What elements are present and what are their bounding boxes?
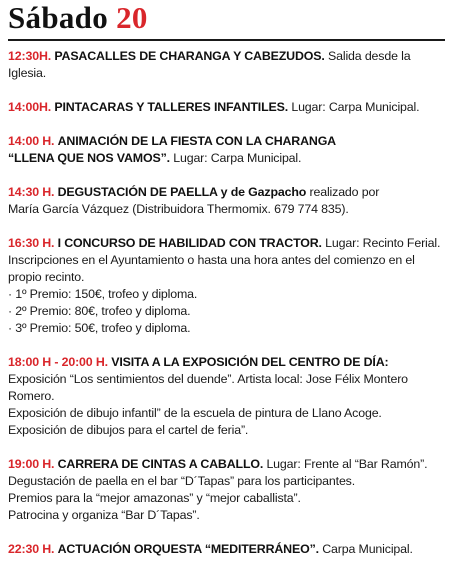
event-detail: Lugar: Carpa Municipal. xyxy=(291,100,420,114)
event-item xyxy=(8,99,448,116)
event-detail: Salida desde la Iglesia. xyxy=(8,49,411,80)
event-item xyxy=(8,184,448,218)
event-detail: Carpa Municipal. xyxy=(322,542,413,556)
prize-item: · 2º Premio: 80€, trofeo y diploma. xyxy=(8,304,191,318)
event-item xyxy=(8,133,448,167)
day-title xyxy=(8,0,148,36)
event-time: 19:00 H. xyxy=(8,457,55,471)
event-detail: Lugar: Carpa Municipal. xyxy=(173,151,302,165)
event-title: PASACALLES DE CHARANGA Y CABEZUDOS. xyxy=(54,49,325,63)
event-title: ANIMACIÓN DE LA FIESTA CON LA CHARANGA xyxy=(57,134,336,148)
event-line: Exposición de dibujo infantil” de la escuela de pintura de Llano Acoge. xyxy=(8,406,382,420)
event-detail-line2: María García Vázquez (Distribuidora Thermomix. 679 774 835). xyxy=(8,202,349,216)
event-item xyxy=(8,541,448,558)
event-time: 18:00 H - 20:00 H. xyxy=(8,355,108,369)
event-line: Inscripciones en el Ayuntamiento o hasta una hora antes del comienzo en el xyxy=(8,253,415,267)
event-line: Degustación de paella en el bar “D´Tapas” para los participantes. xyxy=(8,474,356,488)
event-time: 14:00 H. xyxy=(8,134,55,148)
event-item xyxy=(8,48,448,82)
event-time: 22:30 H. xyxy=(8,542,55,556)
event-detail: realizado por xyxy=(309,185,380,199)
event-item xyxy=(8,354,448,439)
event-title: ACTUACIÓN ORQUESTA “MEDITERRÁNEO”. xyxy=(57,542,319,556)
event-item xyxy=(8,456,448,524)
event-time: 12:30H. xyxy=(8,49,52,63)
event-title: VISITA A LA EXPOSICIÓN DEL CENTRO DE DÍA: xyxy=(111,355,389,369)
event-title: DEGUSTACIÓN DE PAELLA y de Gazpacho xyxy=(57,185,307,199)
day-name: Sábado xyxy=(8,0,109,35)
title-divider xyxy=(8,39,445,41)
event-line: Patrocina y organiza “Bar D´Tapas”. xyxy=(8,508,200,522)
event-line: Exposición “Los sentimientos del duende”. Artista local: Jose Félix Montero Romero. xyxy=(8,372,408,403)
event-detail: Lugar: Frente al “Bar Ramón”. xyxy=(266,457,428,471)
event-time: 14:00H. xyxy=(8,100,52,114)
event-title: PINTACARAS Y TALLERES INFANTILES. xyxy=(54,100,289,114)
event-line: Premios para la “mejor amazonas” y “mejor caballista”. xyxy=(8,491,301,505)
event-title-line2: “LLENA QUE NOS VAMOS”. xyxy=(8,151,170,165)
prize-item: · 3º Premio: 50€, trofeo y diploma. xyxy=(8,321,191,335)
event-title: CARRERA DE CINTAS A CABALLO. xyxy=(57,457,264,471)
event-title: I CONCURSO DE HABILIDAD CON TRACTOR. xyxy=(57,236,322,250)
day-number: 20 xyxy=(116,0,148,35)
event-line: Exposición de dibujos para el cartel de feria”. xyxy=(8,423,249,437)
event-time: 16:30 H. xyxy=(8,236,55,250)
prize-item: · 1º Premio: 150€, trofeo y diploma. xyxy=(8,287,198,301)
event-time: 14:30 H. xyxy=(8,185,55,199)
event-list xyxy=(8,48,448,575)
event-line: propio recinto. xyxy=(8,270,85,284)
event-item xyxy=(8,235,448,337)
event-detail: Lugar: Recinto Ferial. xyxy=(325,236,441,250)
